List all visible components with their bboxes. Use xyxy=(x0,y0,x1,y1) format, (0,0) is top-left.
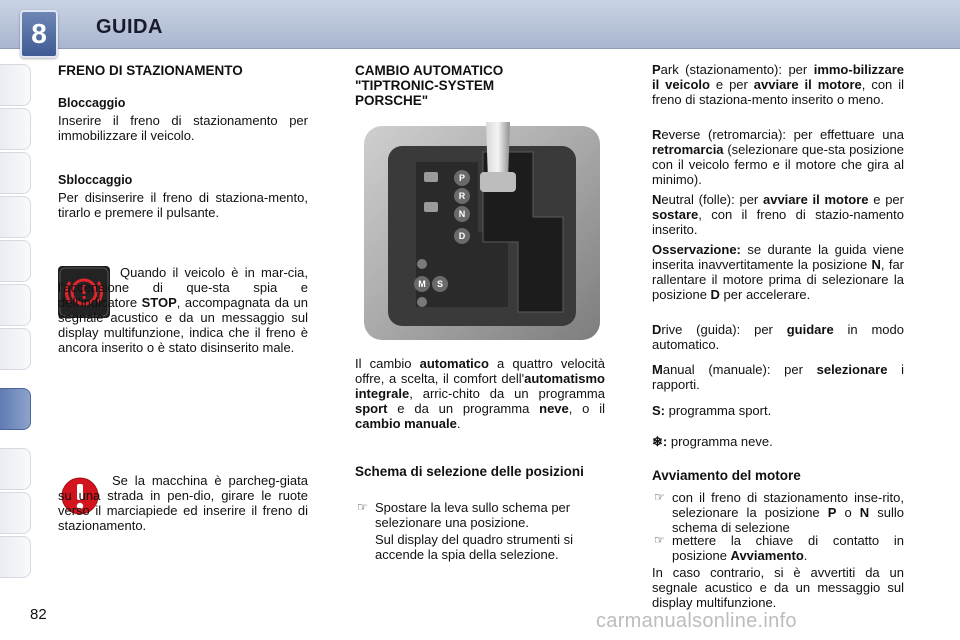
side-tab-3[interactable] xyxy=(0,152,31,194)
gear-selector-illustration xyxy=(358,122,606,344)
neutral-text: Neutral (folle): per avviare il motore e per sostare, con il freno di stazio-namento inserito. xyxy=(652,192,904,237)
gear-label-s: S xyxy=(436,279,444,289)
side-tab-1[interactable] xyxy=(0,64,31,106)
page-number: 82 xyxy=(30,606,47,623)
gear-label-p: P xyxy=(458,173,466,183)
gear-label-m: M xyxy=(418,279,426,289)
drive-text: Drive (guida): per guidare in modo automatico. xyxy=(652,322,904,352)
automatic-gearbox-title: CAMBIO AUTOMATICO "TIPTRONIC-SYSTEM PORSCHE" xyxy=(355,63,504,108)
gear-label-r: R xyxy=(458,191,466,201)
side-tab-10[interactable] xyxy=(0,492,31,534)
park-text: Park (stazionamento): per immo-bilizzare il veicolo e per avviare il motore, con il freno di staziona-mento inserito o meno. xyxy=(652,62,905,107)
automatic-intro-text: Il cambio automatico a quattro velocità offre, a scelta, il comfort dell'automatismo integrale, arric-chito da un programma sport e da un programma neve, o il cambio manuale. xyxy=(355,356,605,431)
unlock-text: Per disinserire il freno di staziona-mento, tirarlo e premere il pulsante. xyxy=(58,190,308,220)
parking-brake-title: FRENO DI STAZIONAMENTO xyxy=(58,63,243,78)
side-tab-5[interactable] xyxy=(0,240,31,282)
section-title: GUIDA xyxy=(96,16,163,38)
observation-text: Osservazione: se durante la guida viene inserita inavvertitamente la posizione N, far rallentare il motore prima di selezionare la posizione D per accelerare. xyxy=(652,242,905,302)
slope-warning-text: Se la macchina è parcheg-giata su una strada in pen-dio, girare le ruote verso il marciapiede ed inserire il freno di stazionamento. xyxy=(58,473,308,533)
gear-label-n: N xyxy=(458,209,466,219)
selection-scheme-subtext: Sul display del quadro strumenti si accende la spia della selezione. xyxy=(375,532,573,562)
hand-pointer-icon: ☞ xyxy=(654,490,665,504)
gear-label-d: D xyxy=(458,231,466,241)
reverse-text: Reverse (retromarcia): per effettuare una retromarcia (selezionare que-sta posizione con il veicolo fermo e il motore che gira al minimo). xyxy=(652,127,904,187)
lock-text: Inserire il freno di stazionamento per immobilizzare il veicolo. xyxy=(58,113,308,143)
chapter-number: 8 xyxy=(20,10,58,58)
chapter-sidebar xyxy=(0,48,34,640)
hand-pointer-icon: ☞ xyxy=(654,533,665,547)
engine-start-title: Avviamento del motore xyxy=(652,468,801,483)
side-tab-6[interactable] xyxy=(0,284,31,326)
engine-start-bullet-1: ☞ con il freno di stazionamento inse-rito, selezionare la posizione P o N sullo schema di selezione xyxy=(654,490,904,535)
sport-mode-text: S: programma sport. xyxy=(652,403,772,418)
side-tab-2[interactable] xyxy=(0,108,31,150)
snowflake-icon: ❄: xyxy=(652,434,668,449)
side-tab-4[interactable] xyxy=(0,196,31,238)
side-tab-7[interactable] xyxy=(0,328,31,370)
selection-scheme-bullet: ☞ Spostare la leva sullo schema per selezionare una posizione. Sul display del quadro strumenti si accende la spia della selezione. xyxy=(355,500,607,562)
snow-mode-text: ❄: programma neve. xyxy=(652,434,773,449)
manual-text: Manual (manuale): per selezionare i rapporti. xyxy=(652,362,904,392)
side-tab-9[interactable] xyxy=(0,448,31,490)
selection-scheme-title: Schema di selezione delle posizioni xyxy=(355,464,584,479)
engine-start-footnote: In caso contrario, si è avvertiti da un segnale acustico e da un messaggio sul display multifunzione. xyxy=(652,565,904,610)
engine-start-bullet-2: ☞ mettere la chiave di contatto in posizione Avviamento. xyxy=(654,533,904,563)
sport-button-icon xyxy=(424,202,438,212)
watermark: carmanualsonline.info xyxy=(596,610,797,632)
side-tab-8-active[interactable] xyxy=(0,388,31,430)
snow-button-icon xyxy=(424,172,438,182)
lock-subtitle: Bloccaggio xyxy=(58,96,126,110)
side-tab-11[interactable] xyxy=(0,536,31,578)
unlock-subtitle: Sbloccaggio xyxy=(58,173,133,187)
hand-pointer-icon: ☞ xyxy=(357,500,368,514)
stop-warning-text: Quando il veicolo è in mar-cia, l'accensione di que-sta spia e dell'indicatore STOP, accompagnata da un segnale acustico e da un messaggio sul display multifunzione, indica che il freno è ancora inserito o è stato disinserito male. xyxy=(58,265,308,355)
